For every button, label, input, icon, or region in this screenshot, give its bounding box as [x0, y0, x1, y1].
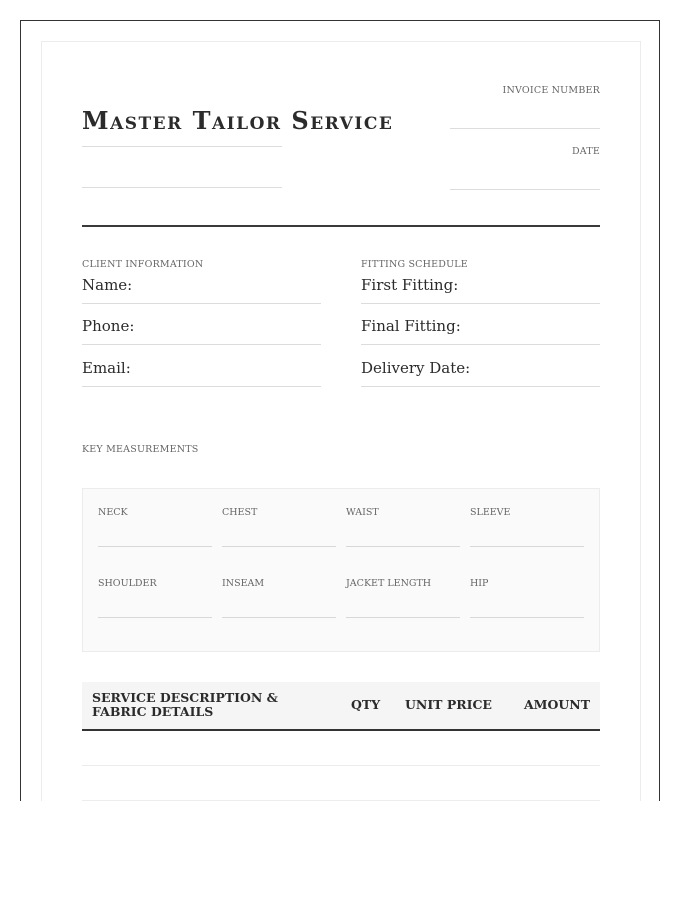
qty-column-header: QTY: [351, 697, 381, 712]
chest-label: CHEST: [222, 507, 258, 518]
services-table-header: [82, 682, 600, 731]
waist-measurement-field[interactable]: [346, 507, 460, 547]
company-address-line-1: [82, 146, 282, 147]
client-email-label: Email:: [82, 359, 131, 377]
shoulder-measurement-field[interactable]: [98, 578, 212, 618]
sleeve-label: SLEEVE: [470, 507, 511, 518]
unit-price-column-header: UNIT PRICE: [405, 697, 492, 712]
amount-column-header: AMOUNT: [523, 697, 590, 712]
inseam-measurement-field[interactable]: [222, 578, 336, 618]
final-fitting-label: Final Fitting:: [361, 317, 461, 335]
measurements-heading: KEY MEASUREMENTS: [82, 444, 199, 455]
hip-label: HIP: [470, 578, 489, 589]
invoice-sheet: [41, 41, 641, 801]
client-info-heading: CLIENT INFORMATION: [82, 259, 204, 270]
company-address-line-2: [82, 187, 282, 188]
neck-label: NECK: [98, 507, 128, 518]
client-name-label: Name:: [82, 276, 133, 294]
client-email-field[interactable]: [82, 359, 321, 387]
chest-measurement-field[interactable]: [222, 507, 336, 547]
inseam-label: INSEAM: [222, 578, 265, 589]
waist-label: WAIST: [346, 507, 379, 518]
client-phone-label: Phone:: [82, 317, 135, 335]
fitting-schedule-heading: FITTING SCHEDULE: [361, 259, 468, 270]
jacket-length-measurement-field[interactable]: [346, 578, 460, 618]
delivery-date-field[interactable]: [361, 359, 600, 387]
table-row[interactable]: [82, 765, 600, 766]
delivery-date-label: Delivery Date:: [361, 359, 471, 377]
first-fitting-label: First Fitting:: [361, 276, 459, 294]
neck-measurement-field[interactable]: [98, 507, 212, 547]
date-field[interactable]: [450, 189, 600, 190]
sleeve-measurement-field[interactable]: [470, 507, 584, 547]
document-frame: [20, 20, 660, 801]
final-fitting-field[interactable]: [361, 317, 600, 345]
table-row[interactable]: [82, 800, 600, 801]
invoice-number-label: INVOICE NUMBER: [502, 85, 600, 96]
jacket-length-label: JACKET LENGTH: [346, 578, 432, 589]
company-name: Master Tailor Service: [82, 106, 394, 135]
first-fitting-field[interactable]: [361, 276, 600, 304]
hip-measurement-field[interactable]: [470, 578, 584, 618]
measurements-panel: [82, 488, 600, 652]
date-label: DATE: [571, 146, 600, 157]
client-name-field[interactable]: [82, 276, 321, 304]
invoice-number-field[interactable]: [450, 128, 600, 129]
description-column-header: SERVICE DESCRIPTION & FABRIC DETAILS: [92, 690, 278, 719]
header-divider: [82, 225, 600, 227]
client-phone-field[interactable]: [82, 317, 321, 345]
shoulder-label: SHOULDER: [98, 578, 157, 589]
